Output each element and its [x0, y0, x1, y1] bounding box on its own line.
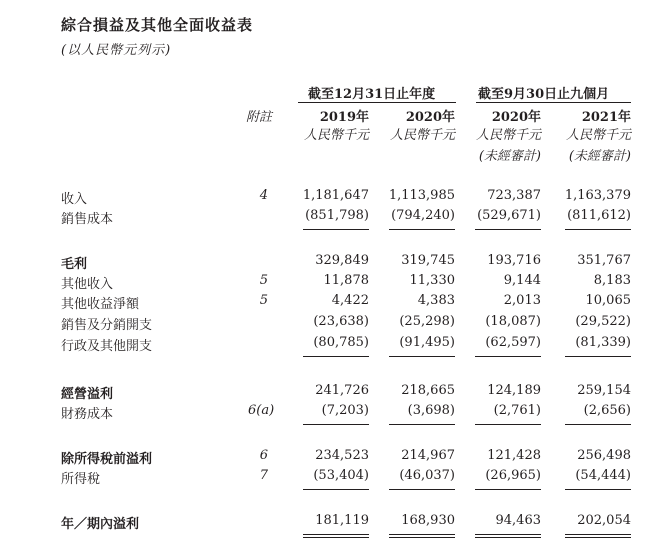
row-note: 4 [259, 188, 268, 203]
cell-value: 214,967 [401, 448, 455, 463]
subtotal-underline [389, 424, 455, 425]
cell-value: (62,597) [485, 335, 541, 350]
cell-value: (46,037) [399, 468, 455, 483]
cell-value: (80,785) [313, 335, 369, 350]
subtotal-underline [303, 229, 369, 230]
header-rule-full-year [298, 102, 456, 103]
total-double-underline [303, 534, 369, 535]
header-unit-col1: 人民幣千元 [303, 128, 369, 143]
cell-value: (23,638) [313, 314, 369, 329]
row-note: 6(a) [248, 403, 275, 418]
cell-value: 10,065 [585, 293, 631, 308]
total-double-underline [565, 534, 631, 535]
header-unit-col3: 人民幣千元 [475, 128, 541, 143]
subtotal-underline [303, 356, 369, 357]
row-label: 其他收入 [61, 277, 114, 292]
cell-value: 234,523 [315, 448, 369, 463]
row-label: 銷售成本 [61, 212, 114, 227]
header-period-full-year: 截至12月31日止年度 [308, 87, 436, 102]
cell-value: (54,444) [575, 468, 631, 483]
cell-value: 723,387 [487, 188, 541, 203]
header-unit-col4: 人民幣千元 [565, 128, 631, 143]
table-row [0, 208, 662, 227]
cell-value: 4,422 [331, 293, 369, 308]
cell-value: 1,113,985 [388, 188, 455, 203]
cell-value: 259,154 [577, 383, 631, 398]
row-label: 毛利 [61, 257, 88, 272]
table-row [0, 403, 662, 422]
row-label: 經營溢利 [61, 387, 114, 402]
total-double-underline [475, 534, 541, 535]
total-double-underline [389, 537, 455, 538]
cell-value: 256,498 [577, 448, 631, 463]
header-year-2021-nine-months: 2021年 [581, 110, 631, 125]
cell-value: 202,054 [577, 513, 631, 528]
row-label: 其他收益淨額 [61, 297, 140, 312]
cell-value: 218,665 [401, 383, 455, 398]
table-row [0, 314, 662, 333]
header-year-2019: 2019年 [319, 110, 369, 125]
row-label: 收入 [61, 192, 88, 207]
cell-value: (7,203) [321, 403, 369, 418]
statement-title: 綜合損益及其他全面收益表 [61, 16, 254, 34]
total-double-underline [303, 537, 369, 538]
cell-value: (811,612) [567, 208, 631, 223]
cell-value: 351,767 [577, 253, 631, 268]
subtotal-underline [303, 424, 369, 425]
cell-value: (851,798) [305, 208, 369, 223]
cell-value: 11,330 [409, 273, 455, 288]
row-note: 7 [259, 468, 268, 483]
cell-value: (2,761) [493, 403, 541, 418]
subtotal-underline [475, 424, 541, 425]
cell-value: (2,656) [583, 403, 631, 418]
row-note: 5 [259, 293, 268, 308]
total-double-underline [565, 537, 631, 538]
cell-value: (53,404) [313, 468, 369, 483]
row-label: 銷售及分銷開支 [61, 318, 153, 333]
cell-value: (25,298) [399, 314, 455, 329]
subtotal-underline [389, 356, 455, 357]
subtotal-underline [565, 356, 631, 357]
cell-value: 1,163,379 [564, 188, 631, 203]
cell-value: (529,671) [477, 208, 541, 223]
cell-value: 1,181,647 [302, 188, 369, 203]
cell-value: (18,087) [485, 314, 541, 329]
cell-value: 121,428 [487, 448, 541, 463]
header-year-2020: 2020年 [405, 110, 455, 125]
cell-value: 168,930 [401, 513, 455, 528]
table-row [0, 383, 662, 402]
row-label: 財務成本 [61, 407, 114, 422]
cell-value: (26,965) [485, 468, 541, 483]
table-row [0, 335, 662, 354]
table-row [0, 273, 662, 292]
subtotal-underline [565, 424, 631, 425]
subtotal-underline [389, 489, 455, 490]
cell-value: 4,383 [417, 293, 455, 308]
cell-value: (81,339) [575, 335, 631, 350]
row-label: 年／期內溢利 [61, 517, 140, 532]
row-label: 行政及其他開支 [61, 339, 153, 354]
cell-value: (3,698) [407, 403, 455, 418]
row-note: 6 [259, 448, 268, 463]
row-note: 5 [259, 273, 268, 288]
subtotal-underline [303, 489, 369, 490]
statement-subtitle: (以人民幣元列示) [61, 43, 172, 58]
total-double-underline [475, 537, 541, 538]
cell-value: (794,240) [391, 208, 455, 223]
subtotal-underline [475, 356, 541, 357]
subtotal-underline [475, 489, 541, 490]
header-unit-col2: 人民幣千元 [389, 128, 455, 143]
table-row [0, 293, 662, 312]
cell-value: 124,189 [487, 383, 541, 398]
row-label: 除所得稅前溢利 [61, 452, 153, 467]
header-rule-nine-months [476, 102, 631, 103]
cell-value: 241,726 [315, 383, 369, 398]
table-row [0, 468, 662, 487]
cell-value: 9,144 [503, 273, 541, 288]
table-row [0, 253, 662, 272]
header-note-label: 附註 [246, 110, 273, 125]
subtotal-underline [475, 229, 541, 230]
table-row [0, 513, 662, 532]
table-row [0, 188, 662, 207]
header-unaudited-col4: (未經審計) [568, 149, 631, 164]
table-row [0, 448, 662, 467]
cell-value: 11,878 [323, 273, 369, 288]
header-unaudited-col3: (未經審計) [478, 149, 541, 164]
subtotal-underline [389, 229, 455, 230]
cell-value: 329,849 [315, 253, 369, 268]
cell-value: 181,119 [315, 513, 369, 528]
cell-value: (91,495) [399, 335, 455, 350]
subtotal-underline [565, 489, 631, 490]
header-period-nine-months: 截至9月30日止九個月 [478, 87, 610, 102]
cell-value: 94,463 [495, 513, 541, 528]
cell-value: (29,522) [575, 314, 631, 329]
cell-value: 2,013 [503, 293, 541, 308]
total-double-underline [389, 534, 455, 535]
subtotal-underline [565, 229, 631, 230]
row-label: 所得稅 [61, 472, 101, 487]
header-year-2020-nine-months: 2020年 [491, 110, 541, 125]
cell-value: 193,716 [487, 253, 541, 268]
cell-value: 8,183 [593, 273, 631, 288]
cell-value: 319,745 [401, 253, 455, 268]
